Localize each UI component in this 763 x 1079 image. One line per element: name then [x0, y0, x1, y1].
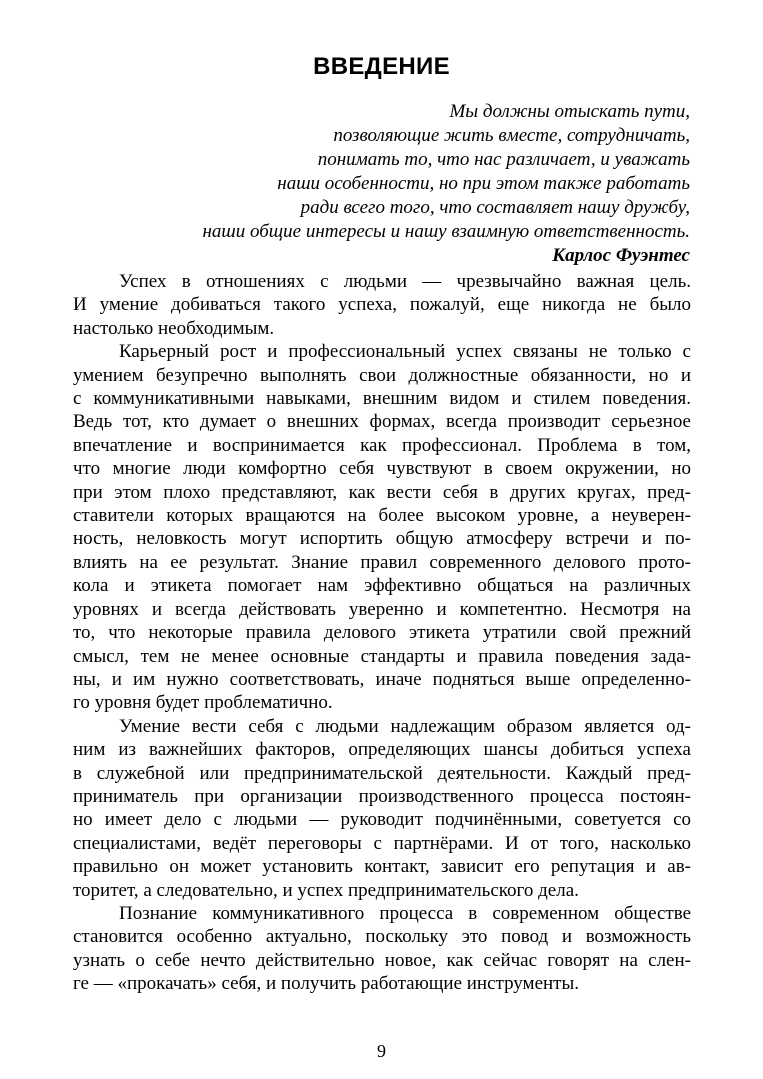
- paragraph-line: становится особенно актуально, поскольку это повод и возможность: [73, 926, 691, 948]
- epigraph-line: понимать то, что нас различает, и уважать: [317, 149, 690, 170]
- paragraph-line: приниматель при организации производственного процесса постоян-: [73, 785, 691, 807]
- paragraph-line: с коммуникативными навыками, внешним видом и стилем поведения.: [73, 388, 691, 410]
- paragraph-line: уровнях и всегда действовать уверенно и компетентно. Несмотря на: [73, 598, 691, 620]
- paragraph-line: настолько необходимым.: [73, 317, 275, 339]
- paragraph: [73, 902, 691, 996]
- paragraph-line: Умение вести себя с людьми надлежащим образом является од-: [119, 715, 691, 737]
- paragraph-line: впечатление и воспринимается как профессионал. Проблема в том,: [73, 434, 691, 456]
- paragraph-line: Ведь тот, кто думает о внешних формах, всегда производит серьезное: [73, 411, 691, 433]
- paragraph-line: ность, неловкость могут испортить общую атмосферу встречи и по-: [73, 528, 691, 550]
- paragraph: [73, 270, 691, 340]
- paragraph-line: Карьерный рост и профессиональный успех связаны не только с: [119, 341, 691, 363]
- page-number: 9: [377, 1041, 386, 1061]
- paragraph-line: ны, и им нужно соответствовать, иначе подняться выше определенно-: [73, 668, 691, 690]
- paragraph-line: но имеет дело с людьми — руководит подчинёнными, советуется со: [73, 809, 691, 831]
- epigraph-line: наши особенности, но при этом также работать: [277, 173, 690, 194]
- epigraph-line: наши общие интересы и нашу взаимную ответственность.: [202, 221, 690, 242]
- paragraph-line: ним из важнейших факторов, определяющих шансы добиться успеха: [73, 739, 691, 761]
- epigraph-line: Мы должны отыскать пути,: [449, 101, 690, 122]
- paragraph-line: при этом плохо представляют, как вести себя в других кругах, пред-: [73, 481, 691, 503]
- paragraph-line: ставители которых вращаются на более высоком уровне, а неуверен-: [73, 505, 691, 527]
- paragraph-line: специалистами, ведёт переговоры с партнёрами. И от того, насколько: [73, 832, 691, 854]
- paragraph-line: кола и этикета помогает нам эффективно общаться на различных: [73, 575, 691, 597]
- paragraph: [73, 340, 691, 715]
- epigraph-line: ради всего того, что составляет нашу дружбу,: [300, 197, 690, 218]
- paragraph-line: влиять на ее результат. Знание правил современного делового прото-: [73, 551, 691, 573]
- paragraph-line: торитет, а следовательно, и успех предпринимательского дела.: [73, 879, 579, 901]
- paragraph-line: ге — «прокачать» себя, и получить работающие инструменты.: [73, 973, 580, 995]
- page-title: ВВЕДЕНИЕ: [313, 53, 450, 80]
- paragraph-line: в служебной или предпринимательской деятельности. Каждый пред-: [73, 762, 691, 784]
- paragraph-line: го уровня будет проблематично.: [73, 692, 333, 714]
- body-text: [73, 270, 691, 996]
- paragraph-line: смысл, тем не менее основные стандарты и правила поведения зада-: [73, 645, 691, 667]
- paragraph-line: то, что некоторые правила делового этикета утратили свой прежний: [73, 622, 691, 644]
- paragraph-line: умением безупречно выполнять свои должностные обязанности, но и: [73, 364, 691, 386]
- paragraph-line: Познание коммуникативного процесса в современном обществе: [119, 902, 691, 924]
- paragraph-line: И умение добиваться такого успеха, пожалуй, еще никогда не было: [73, 294, 691, 316]
- paragraph: [73, 715, 691, 902]
- epigraph-author: Карлос Фуэнтес: [552, 245, 690, 266]
- epigraph: [120, 100, 690, 268]
- epigraph-line: позволяющие жить вместе, сотрудничать,: [333, 125, 690, 146]
- paragraph-line: что многие люди комфортно себя чувствуют в своем окружении, но: [73, 458, 691, 480]
- paragraph-line: узнать о себе нечто действительно новое, как сейчас говорят на слен-: [73, 949, 691, 971]
- paragraph-line: Успех в отношениях с людьми — чрезвычайно важная цель.: [119, 271, 691, 292]
- paragraph-line: правильно он может установить контакт, зависит его репутация и ав-: [73, 856, 691, 878]
